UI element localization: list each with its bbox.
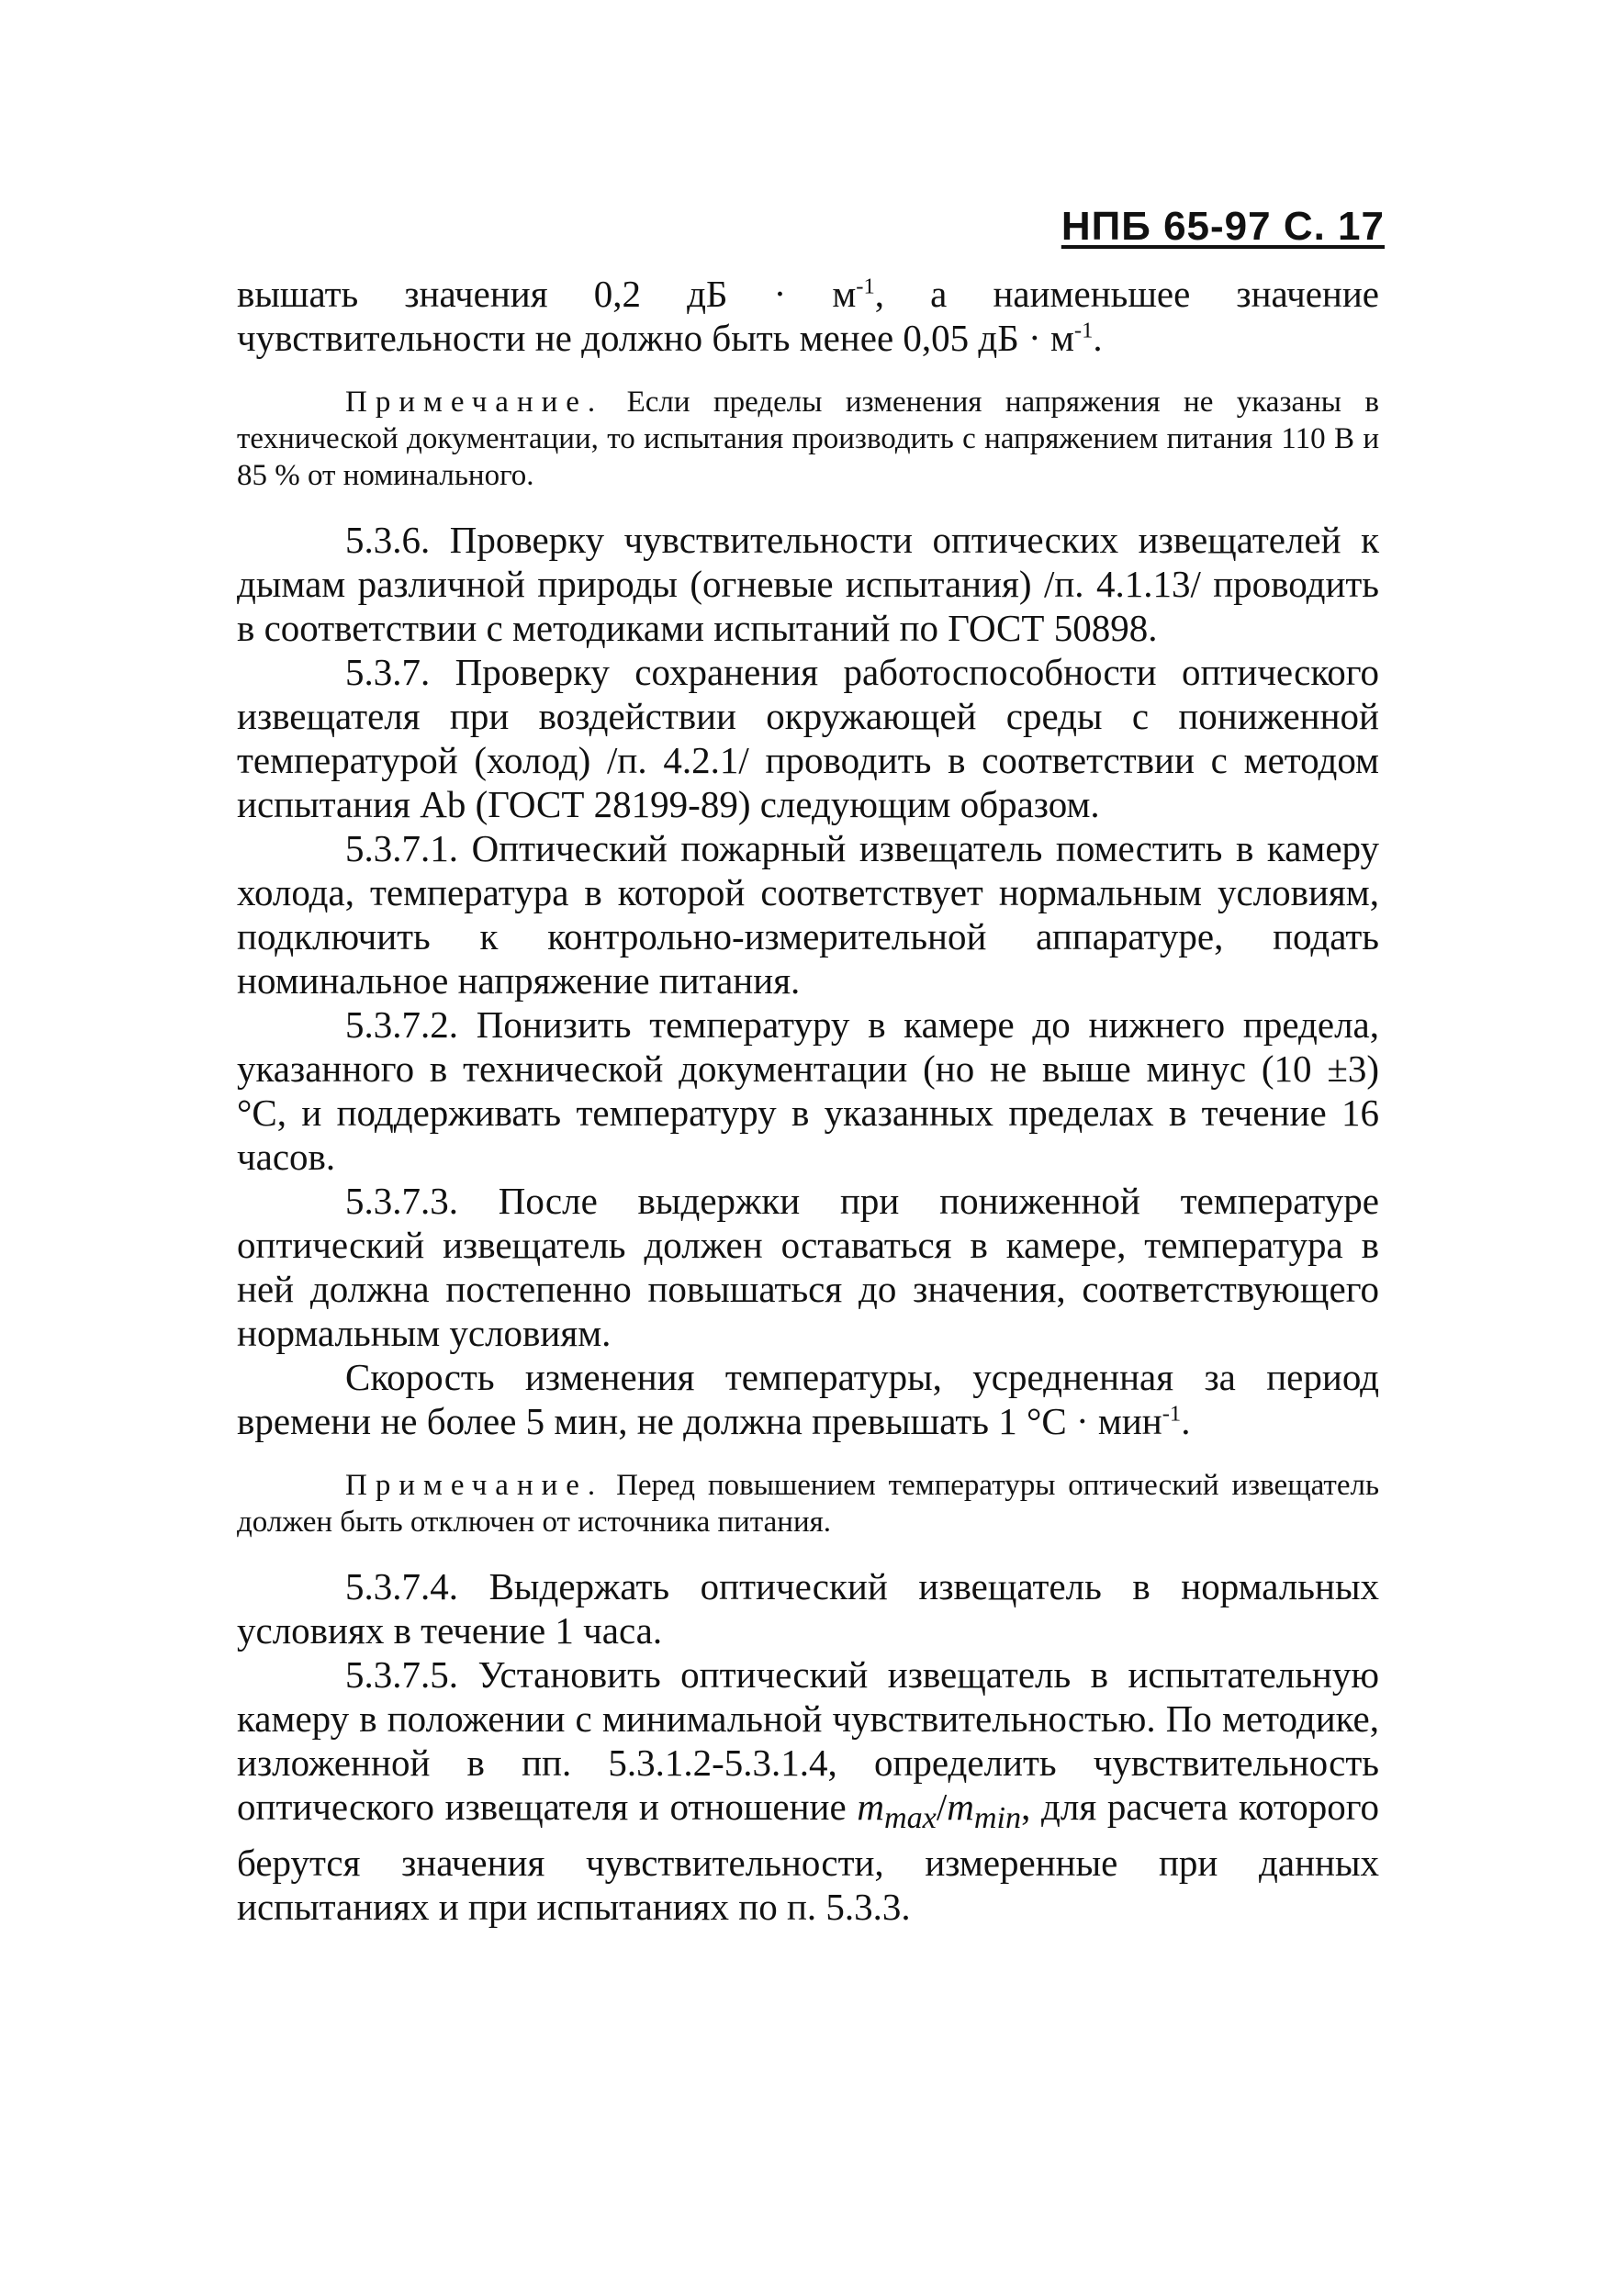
superscript: -1 — [1073, 318, 1094, 343]
text-fragment: вышать значения 0,2 дБ · м — [237, 273, 857, 315]
text-fragment: , а наименьшее значение чувствительности не должно быть менее 0,05 дБ · м — [237, 273, 1379, 359]
paragraph-5-3-7-1: 5.3.7.1. Оптический пожарный извещатель поместить в камеру холода, температура в которой соответствует нормальным условиям, подключить к контрольно-измерительной аппаратуре, подать номинальное напряжение питания. — [237, 827, 1379, 1002]
paragraph-5-3-6: 5.3.6. Проверку чувствительности оптических извещателей к дымам различной природы (огневые испытания) /п. 4.1.13/ проводить в соответствии с методиками испытаний по ГОСТ 50898. — [237, 519, 1379, 649]
formula-m-max — [857, 1786, 937, 1836]
paragraph-5-3-7-4: 5.3.7.4. Выдержать оптический извещатель в нормальных условиях в течение 1 часа. — [237, 1565, 1379, 1652]
formula-m-min — [947, 1786, 1022, 1836]
paragraph-5-3-7-3: 5.3.7.3. После выдержки при пониженной температуре оптический извещатель должен оставаться в камере, температура в ней должна постепенно повышаться до значения, соответствующего нормальным условиям. — [237, 1180, 1379, 1354]
paragraph-temperature-rate — [237, 1355, 1379, 1443]
text-fragment: Скорость изменения температуры, усредненная за период времени не более 5 мин, не должна превышать 1 °С · мин — [237, 1356, 1379, 1442]
formula-symbol: m — [857, 1786, 884, 1828]
text-fragment: , для расчета которого берутся значения чувствительности, измеренные при данных испытаниях и при испытаниях по п. 5.3.3. — [237, 1786, 1379, 1929]
paragraph-continuation — [237, 272, 1379, 360]
note-label: Примечание. — [345, 386, 604, 419]
note-text: Если пределы изменения напряжения не указаны в технической документации, то испытания производить с напряжением питания 110 В и 85 % от номинального. — [237, 386, 1379, 492]
subscript: max — [883, 1801, 937, 1836]
text-fragment: . — [1181, 1400, 1191, 1442]
paragraph-5-3-7-5 — [237, 1652, 1379, 1929]
note-1 — [237, 384, 1379, 494]
formula-slash: / — [936, 1786, 948, 1828]
text-fragment: 5.3.7.5. Установить оптический извещатель в испытательную камеру в положении с минимальной чувствительностью. По методике, изложенной в пп. 5.3.1.2-5.3.1.4, определить чувствительность оптического извещателя и отношение — [237, 1653, 1379, 1828]
page-content — [237, 272, 1379, 1929]
paragraph-5-3-7: 5.3.7. Проверку сохранения работоспособности оптического извещателя при воздействии окружающей среды с пониженной температурой (холод) /п. 4.2.1/ проводить в соответствии с методом испытания Ab (ГОСТ 28199-89) следующим образом. — [237, 651, 1379, 825]
subscript: min — [973, 1801, 1022, 1836]
superscript: -1 — [1162, 1401, 1182, 1427]
superscript: -1 — [856, 274, 875, 299]
paragraph-5-3-7-2: 5.3.7.2. Понизить температуру в камере до нижнего предела, указанного в технической документации (но не выше минус (10 ±3) °С, и поддерживать температуру в указанных пределах в течение 16 часов. — [237, 1003, 1379, 1178]
note-text: Перед повышением температуры оптический извещатель должен быть отключен от источника питания. — [237, 1469, 1379, 1539]
note-label: Примечание. — [345, 1469, 604, 1502]
text-fragment: . — [1093, 317, 1103, 359]
page-header: НПБ 65-97 С. 17 — [1061, 204, 1385, 249]
note-2 — [237, 1467, 1379, 1540]
formula-symbol: m — [947, 1786, 974, 1828]
